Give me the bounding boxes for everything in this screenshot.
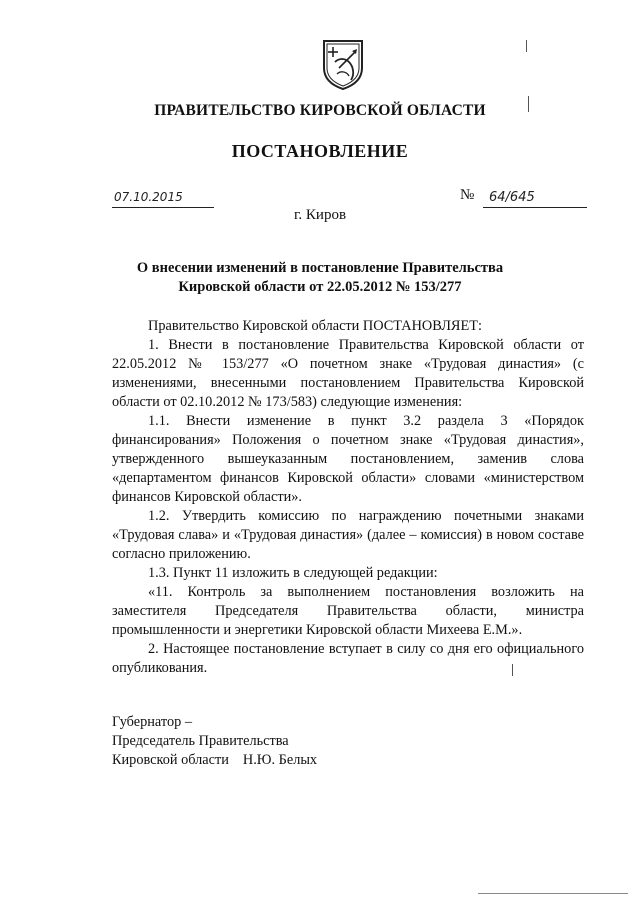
coat-of-arms-icon [321,38,365,90]
number-label: № [460,187,475,203]
decree-number: 64/645 [483,190,587,208]
signature-line-1: Губернатор – [112,714,192,730]
signature-line-3 [112,751,317,770]
document-type-title: ПОСТАНОВЛЕНИЕ [231,141,409,161]
scan-mark [528,96,529,112]
paragraph-11: «11. Контроль за выполнением постановления возложить на заместителя Председателя Правительства области, министра промышленности и энергетики Кировской области Михеева Е.М.». [112,584,584,638]
paragraph-1-2: 1.2. Утвердить комиссию по награждению почетными знаками «Трудовая слава» и «Трудовая династия» (далее – комиссия) в новом составе согласно приложению. [112,508,584,562]
signature-block [112,713,317,770]
signatory-name: Н.Ю. Белых [242,752,318,768]
paragraph-preamble: Правительство Кировской области ПОСТАНОВЛЯЕТ: [148,318,482,334]
decree-date: 07.10.2015 [112,190,214,208]
scan-mark [478,893,628,894]
paragraph-1: 1. Внести в постановление Правительства Кировской области от 22.05.2012 № 153/277 «О почетном знаке «Трудовая династия» (с изменениями, внесенными постановлением Правительства Кировской области от 02.10.2012 № 173/583) следующие изменения: [112,337,584,410]
paragraph-1-3: 1.3. Пункт 11 изложить в следующей редакции: [148,565,438,581]
decree-body [112,317,584,678]
scan-mark [526,40,527,52]
scan-mark [512,664,513,676]
paragraph-2: 2. Настоящее постановление вступает в силу со дня его официального опубликования. [112,641,584,676]
city-label: г. Киров [293,207,347,223]
subject-line-2: Кировской области от 22.05.2012 № 153/277 [178,279,462,295]
government-title: ПРАВИТЕЛЬСТВО КИРОВСКОЙ ОБЛАСТИ [154,102,486,119]
paragraph-1-1: 1.1. Внести изменение в пункт 3.2 раздела 3 «Порядок финансирования» Положения о почетном знаке «Трудовая династия», утвержденного вышеуказанным постановлением, заменив слова «департаментом финансов Кировской области» словами «министерством финансов Кировской области». [112,413,584,505]
signature-region: Кировской области [112,752,229,768]
subject-line-1: О внесении изменений в постановление Правительства [136,260,504,276]
decree-subject [100,259,540,297]
signature-line-2: Председатель Правительства [112,733,289,749]
